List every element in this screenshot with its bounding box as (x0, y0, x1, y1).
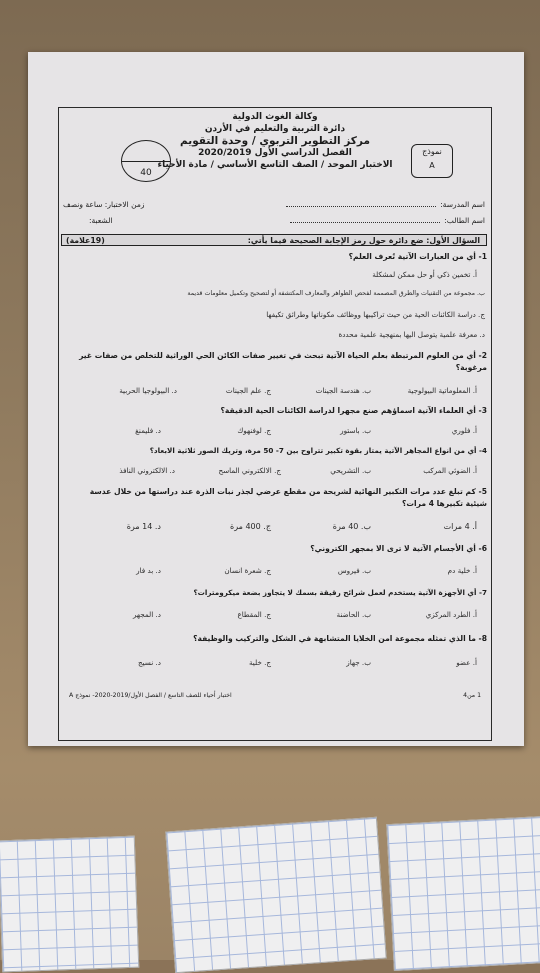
model-value: A (429, 161, 435, 170)
q6-option-a: أ. خلية دم (447, 566, 477, 575)
q1-option-d: د. معرفة علمية يتوصل اليها بمنهجية علمية محددة (338, 330, 485, 339)
q8-option-c: ج. خلية (248, 658, 271, 667)
q4-option-a: أ. الضوئي المركب (423, 466, 477, 475)
answer-sheet-right (386, 816, 540, 971)
q4-option-c: ج. الالكتروني الماسح (218, 466, 281, 475)
student-line (286, 216, 485, 225)
total-mark: 40 (140, 168, 152, 178)
q3-option-b: ب. باستور (340, 426, 371, 435)
question-7: 7- أي الأجهزة الآتية يستخدم لعمل شرائح رقيقة بسمك لا يتجاوز بضعة ميكرومترات؟ (193, 588, 487, 597)
student-label: اسم الطالب: (444, 216, 485, 225)
q6-option-c: ج. شعرة انسان (224, 566, 271, 575)
q5-option-a: أ. 4 مرات (443, 522, 477, 531)
q7-option-d: د. المجهر (132, 610, 161, 619)
footer-title: اختبار أحياء للصف التاسع / الفصل الأول/2019-2020- نموذج A (69, 692, 232, 699)
model-label: نموذج (422, 147, 442, 156)
q1-option-c: ج. دراسة الكائنات الحية من حيث تراكيبها ووظائف مكوناتها وطرائق تكيفها (266, 310, 485, 319)
question-4: 4- أي من انواع المجاهر الآتية يمتاز بقوة تكبير تتراوح بين 7- 50 مرة، وتريك الصور ثلاثية الابعاد؟ (149, 446, 487, 455)
q8-option-b: ب. جهاز (346, 658, 371, 667)
answer-sheet-middle (165, 817, 386, 973)
question-3: 3- أي العلماء الآتية اسماؤهم صنع مجهرا لدراسة الكائنات الحية الدقيقة؟ (220, 406, 487, 415)
section-line (89, 216, 113, 225)
header-term: الفصل الدراسي الأول 2020/2019 (198, 148, 352, 158)
q2-option-c: ج. علم الجينات (225, 386, 271, 395)
question-6: 6- أي الأجسام الآتية لا ترى الا بمجهر الكتروني؟ (310, 544, 487, 553)
q7-option-a: أ. الطرد المركزي (425, 610, 477, 619)
section-label: الشعبة: (89, 216, 113, 225)
q7-option-b: ب. الحاضنة (336, 610, 371, 619)
q6-option-b: ب. فيروس (337, 566, 371, 575)
model-box (411, 144, 453, 178)
header-line1: وكالة الغوث الدولية (232, 112, 318, 122)
question-5: 5- كم تبلغ عدد مرات التكبير النهائية لشريحة من مقطع عرضي لجذر نبات الذرة عند دراستها من خلال عدسة شيئية تكبيرها 4 مرات؟ (89, 487, 487, 508)
q4-option-b: ب. التشريحي (330, 466, 371, 475)
question-1: 1- أي من العبارات الآتية تُعرف العلم؟ (348, 252, 487, 261)
exam-frame (58, 107, 492, 741)
q3-option-d: د. فليمنغ (135, 426, 161, 435)
total-mark-circle (121, 140, 171, 182)
q3-option-c: ج. لوفنهوك (237, 426, 271, 435)
header-exam: الاختبار الموحد / الصف التاسع الأساسي / مادة الأحياء (157, 160, 393, 170)
q8-option-a: أ. عضو (456, 658, 477, 667)
q1-option-a: أ. تخمين ذكي أو حل ممكن لمشكلة (372, 270, 477, 279)
school-label: اسم المدرسة: (440, 200, 485, 209)
question-2: 2- أي من العلوم المرتبطة بعلم الحياة الآتية تبحث في تغيير صفات الكائن الحي الوراثية للتخلص من صفات غير مرغوبة؟ (79, 351, 487, 372)
question-8: 8- ما الذي تمثله مجموعة امن الخلايا المتشابهة في الشكل والتركيب والوظيفة؟ (193, 634, 487, 643)
section-title: السؤال الأول: ضع دائرة حول رمز الإجابة الصحيحة فيما يأتي: (247, 236, 480, 245)
q3-option-a: أ. فلوري (451, 426, 477, 435)
q2-option-b: ب. هندسة الجينات (315, 386, 371, 395)
exam-paper (28, 52, 524, 746)
header-center: مركز التطوير التربوي / وحدة التقويم (180, 135, 370, 147)
header-line2: دائرة التربية والتعليم في الأردن (204, 124, 346, 134)
q8-option-d: د. نسيج (138, 658, 161, 667)
time-line (63, 200, 145, 209)
q2-option-d: د. البيولوجيا الحربية (119, 386, 177, 395)
q2-option-a: أ. المعلوماتية البيولوجية (407, 386, 477, 395)
time-label: زمن الاختبار: ساعة ونصف (63, 200, 145, 209)
q5-option-c: ج. 400 مرة (230, 522, 271, 531)
section-marks: (19علامة) (66, 236, 105, 245)
q5-option-d: د. 14 مرة (126, 522, 161, 531)
q6-option-d: د. بد فار (136, 566, 161, 575)
q7-option-c: ج. المقطاع (237, 610, 271, 619)
school-line (282, 200, 485, 209)
q5-option-b: ب. 40 مرة (332, 522, 371, 531)
q4-option-d: د. الالكتروني النافذ (119, 466, 175, 475)
footer-page: 1 من4 (463, 692, 481, 699)
question-bar (61, 234, 487, 246)
q1-option-b: ب. مجموعة من التقنيات والطرق المصممة لفحص الظواهر والمعارف المكتشفة أو لتصحيح وتكميل معلومات قديمة (187, 290, 485, 297)
answer-sheet-left (0, 836, 139, 973)
